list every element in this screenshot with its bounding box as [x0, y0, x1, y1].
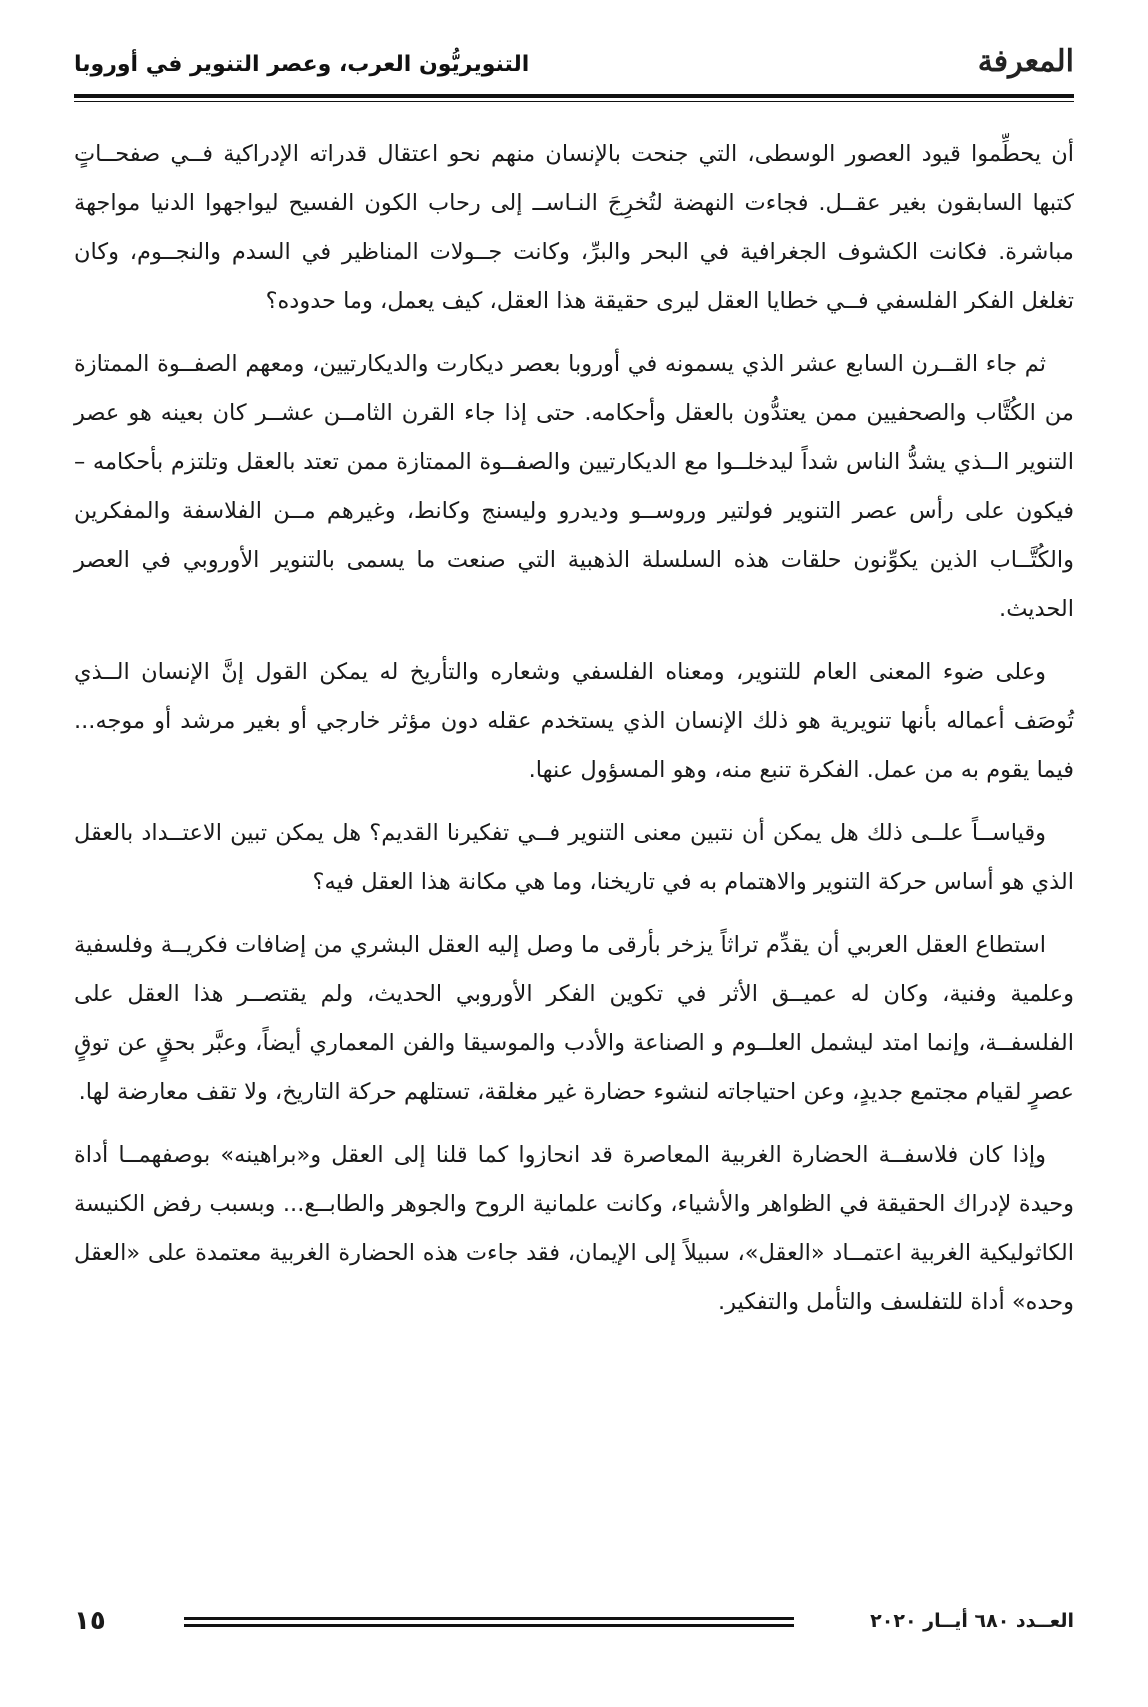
- paragraph-5: استطاع العقل العربي أن يقدِّم تراثاً يزخر بأرقى ما وصل إليه العقل البشري من إضافات فكريــة وفلسفية وعلمية وفنية، وكان له عميــق الأثر في تكوين الفكر الأوروبي الحديث، ولم يقتصــر هذا العقل على الفلسفــة، وإنما امتد ليشمل العلــوم و الصناعة والأدب والموسيقا والفن المعماري أيضاً، وعبَّر بحقٍ عن توقٍ عصرٍ لقيام مجتمع جديدٍ، وعن احتياجاته لنشوء حضارة غير مغلقة، تستلهم حركة التاريخ، ولا تقف معارضة لها.: [74, 932, 1074, 1105]
- running-title: التنويريُّون العرب، وعصر التنوير في أوروبا: [74, 52, 530, 77]
- article-body: [74, 130, 1074, 1341]
- paragraph-3: وعلى ضوء المعنى العام للتنوير، ومعناه الفلسفي وشعاره والتأريخ له يمكن القول إنَّ الإنسان الــذي تُوصَف أعماله بأنها تنويرية هو ذلك الإنسان الذي يستخدم عقله دون مؤثر خارجي أو بغير مرشد أو موجه... فيما يقوم به من عمل. الفكرة تنبع منه، وهو المسؤول عنها.: [74, 659, 1074, 783]
- page-number: ١٥: [74, 1606, 106, 1636]
- issue-label: العــدد ٦٨٠ أيــار ٢٠٢٠: [870, 1610, 1074, 1632]
- page-footer: [74, 1606, 1074, 1646]
- header-rule-thin: [74, 101, 1074, 102]
- footer-rule-bottom: [184, 1624, 794, 1627]
- paragraph-4: وقياســاً علــى ذلك هل يمكن أن نتبين معنى التنوير فــي تفكيرنا القديم؟ هل يمكن تبين الاعتــداد بالعقل الذي هو أساس حركة التنوير والاهتمام به في تاريخنا، وما هي مكانة هذا العقل فيه؟: [74, 820, 1074, 895]
- page-header: [74, 38, 1074, 94]
- paragraph-6: وإذا كان فلاسفــة الحضارة الغربية المعاصرة قد انحازوا كما قلنا إلى العقل و«براهينه» بوصفهمــا أداة وحيدة لإدراك الحقيقة في الظواهر والأشياء، وكانت علمانية الروح والجوهر والطابــع... وبسبب رفض الكنيسة الكاثوليكية الغربية اعتمــاد «العقل»، سبيلاً إلى الإيمان، فقد جاءت هذه الحضارة الغربية معتمدة على «العقل وحده» أداة للتفلسف والتأمل والتفكير.: [74, 1142, 1074, 1315]
- header-rule-thick: [74, 94, 1074, 98]
- footer-rule-top: [184, 1617, 794, 1620]
- magazine-logo: المعرفة: [977, 44, 1074, 79]
- paragraph-1: أن يحطِّموا قيود العصور الوسطى، التي جنحت بالإنسان منهم نحو اعتقال قدراته الإدراكية فــي صفحــاتٍ كتبها السابقون بغير عقــل. فجاءت النهضة لتُخرِجَ النـاســ إلى رحاب الكون الفسيح ليواجهوا الدنيا مواجهة مباشرة. فكانت الكشوف الجغرافية في البحر والبرِّ، وكانت جــولات المناظير في السدم والنجــوم، وكان تغلغل الفكر الفلسفي فــي خطايا العقل ليرى حقيقة هذا العقل، كيف يعمل، وما حدوده؟: [74, 141, 1074, 314]
- paragraph-2: ثم جاء القــرن السابع عشر الذي يسمونه في أوروبا بعصر ديكارت والديكارتيين، ومعهم الصفــوة الممتازة من الكُتَّاب والصحفيين ممن يعتدُّون بالعقل وأحكامه. حتى إذا جاء القرن الثامــن عشــر كان بعينه هو عصر التنوير الــذي يشدُّ الناس شداً ليدخلــوا مع الديكارتيين والصفــوة الممتازة ممن تعتد بالعقل وتلتزم بأحكامه –فيكون على رأس عصر التنوير فولتير وروســو وديدرو وليسنج وكانط، وغيرهم مــن الفلاسفة والمفكرين والكُتَّــاب الذين يكوِّنون حلقات هذه السلسلة الذهبية التي صنعت ما يسمى بالتنوير الأوروبي في العصر الحديث.: [74, 351, 1074, 622]
